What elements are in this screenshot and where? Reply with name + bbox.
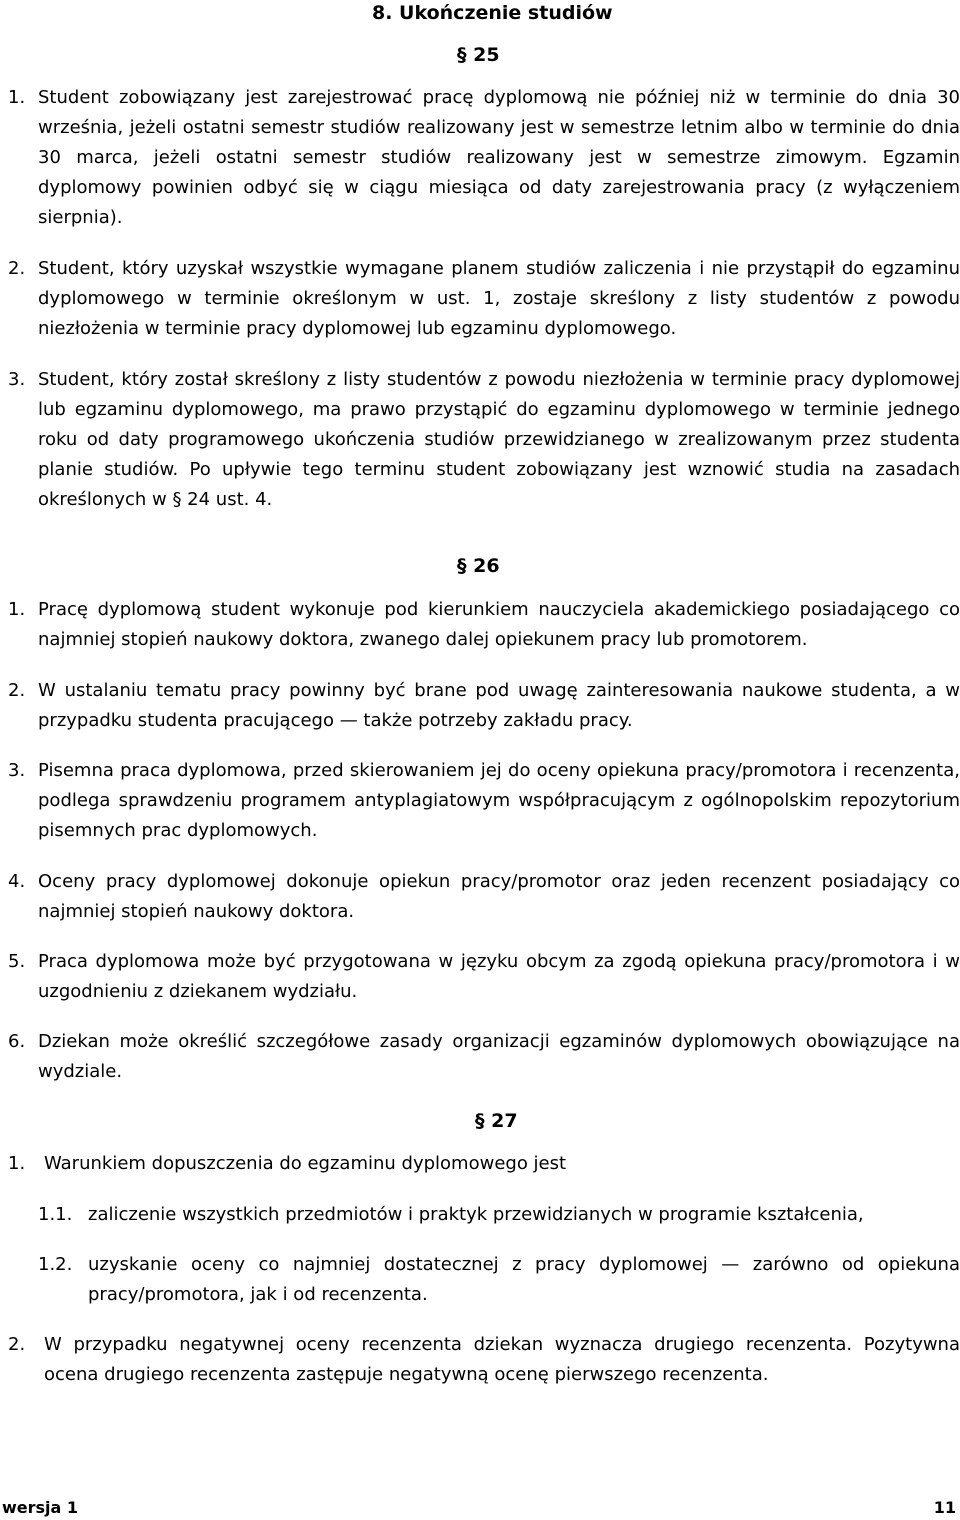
item-number: 6. — [8, 1031, 26, 1052]
item-text: Student, który został skreślony z listy studentów z powodu niezłożenia w terminie pracy dyplomowej lub egzaminu dyplomowego, ma prawo przystąpić do egzaminu dyplomowego w terminie jednego roku od daty programowego ukończenia studiów przewidzianego w zrealizowanym przez studenta planie studiów. Po upływie tego terminu student zobowiązany jest wznowić studia na zasadach określonych w § 24 ust. 4. — [38, 369, 960, 510]
section-27-title: § 27 — [475, 1110, 518, 1132]
item-text: Pracę dyplomową student wykonuje pod kierunkiem nauczyciela akademickiego posiadającego co najmniej stopień naukowy doktora, zwanego dalej opiekunem pracy lub promotorem. — [38, 599, 960, 650]
item-text: Warunkiem dopuszczenia do egzaminu dyplomowego jest — [44, 1153, 567, 1174]
item-text: Pisemna praca dyplomowa, przed skierowaniem jej do oceny opiekuna pracy/promotora i recenzenta, podlega sprawdzeniu programem antyplagiatowym współpracującym z ogólnopolskim repozytorium pisemnych prac dyplomowych. — [38, 760, 960, 841]
chapter-heading: 8. Ukończenie studiów — [372, 2, 613, 24]
sec26-item-2 — [8, 676, 960, 736]
sec27-subitem-1-2 — [38, 1250, 960, 1310]
sec26-item-6 — [8, 1027, 960, 1087]
item-number: 3. — [8, 760, 26, 781]
sec26-item-3 — [8, 756, 960, 846]
item-number: 2. — [8, 680, 26, 701]
sec25-item-3 — [8, 365, 960, 515]
item-number: 2. — [8, 1334, 26, 1355]
subitem-number: 1.1. — [38, 1204, 73, 1225]
subitem-number: 1.2. — [38, 1254, 73, 1275]
section-25-title: § 25 — [457, 44, 500, 66]
item-number: 1. — [8, 1153, 26, 1174]
item-number: 1. — [8, 87, 26, 108]
item-text: Dziekan może określić szczegółowe zasady organizacji egzaminów dyplomowych obowiązujące na wydziale. — [38, 1031, 960, 1082]
footer-page-number: 11 — [933, 1498, 956, 1517]
item-number: 4. — [8, 871, 26, 892]
item-text: W ustalaniu tematu pracy powinny być brane pod uwagę zainteresowania naukowe studenta, a w przypadku studenta pracującego — także potrzeby zakładu pracy. — [38, 680, 960, 731]
section-26-title: § 26 — [457, 555, 500, 577]
item-text: Student zobowiązany jest zarejestrować pracę dyplomową nie później niż w terminie do dnia 30 września, jeżeli ostatni semestr studiów realizowany jest w semestrze letnim albo w terminie do dnia 30 marca, jeżeli ostatni semestr studiów realizowany jest w semestrze zimowym. Egzamin dyplomowy powinien odbyć się w ciągu miesiąca od daty zarejestrowania pracy (z wyłączeniem sierpnia). — [38, 87, 960, 228]
sec26-item-1 — [8, 595, 960, 655]
sec27-item-2 — [8, 1330, 960, 1390]
sec26-item-4 — [8, 867, 960, 927]
subitem-text: zaliczenie wszystkich przedmiotów i praktyk przewidzianych w programie kształcenia, — [88, 1204, 864, 1225]
item-number: 5. — [8, 951, 26, 972]
sec26-item-5 — [8, 947, 960, 1007]
sec27-item-1 — [8, 1149, 960, 1179]
sec25-item-1 — [8, 83, 960, 233]
item-text: Student, który uzyskał wszystkie wymagane planem studiów zaliczenia i nie przystąpił do egzaminu dyplomowego w terminie określonym w ust. 1, zostaje skreślony z listy studentów z powodu niezłożenia w terminie pracy dyplomowej lub egzaminu dyplomowego. — [38, 258, 960, 339]
sec27-subitem-1-1 — [38, 1200, 960, 1230]
footer-version: wersja 1 — [2, 1498, 79, 1517]
subitem-text: uzyskanie oceny co najmniej dostatecznej z pracy dyplomowej — zarówno od opiekuna pracy/promotora, jak i od recenzenta. — [88, 1254, 960, 1305]
item-text: Oceny pracy dyplomowej dokonuje opiekun pracy/promotor oraz jeden recenzent posiadający co najmniej stopień naukowy doktora. — [38, 871, 960, 922]
item-text: Praca dyplomowa może być przygotowana w języku obcym za zgodą opiekuna pracy/promotora i w uzgodnieniu z dziekanem wydziału. — [38, 951, 960, 1002]
item-number: 3. — [8, 369, 26, 390]
item-number: 2. — [8, 258, 26, 279]
item-text: W przypadku negatywnej oceny recenzenta dziekan wyznacza drugiego recenzenta. Pozytywna ocena drugiego recenzenta zastępuje negatywną ocenę pierwszego recenzenta. — [44, 1334, 960, 1385]
sec25-item-2 — [8, 254, 960, 344]
item-number: 1. — [8, 599, 26, 620]
